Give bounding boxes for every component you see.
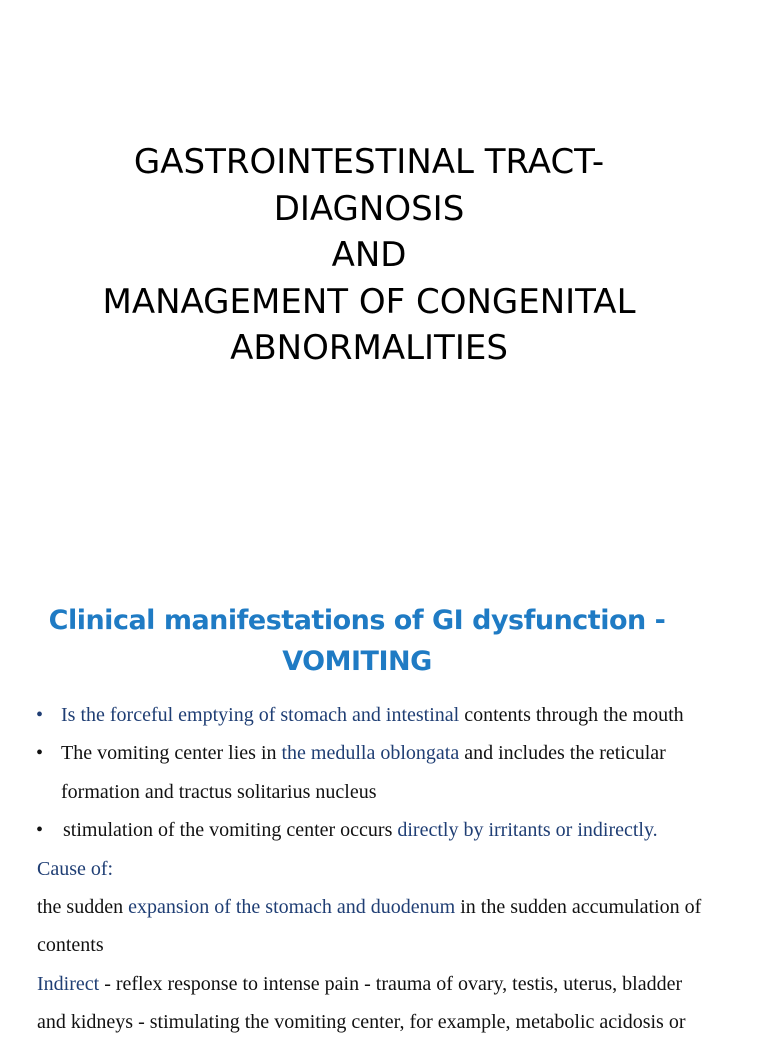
title-line-2: DIAGNOSIS <box>273 188 465 229</box>
title-line-3: AND <box>331 235 407 275</box>
title-line-4: MANAGEMENT OF CONGENITAL <box>102 281 636 322</box>
paragraph-2-highlight: Indirect <box>37 972 100 995</box>
slide-2 <box>0 560 768 1034</box>
paragraph-1-continuation: contents <box>37 934 104 957</box>
bullet-item-2 <box>0 734 768 772</box>
bullet-2-text-rest: and includes the reticular <box>459 742 666 765</box>
bullet-2-text-start: The vomiting center lies in <box>61 742 282 765</box>
paragraph-1-start: the sudden <box>37 896 129 919</box>
title-line-1: GASTROINTESTINAL TRACT- <box>133 142 605 182</box>
bullet-3-highlight: directly by irritants or indirectly. <box>397 819 658 842</box>
slide-2-title-line-2: VOMITING <box>282 646 432 677</box>
title-line-5: ABNORMALITIES <box>230 328 508 368</box>
paragraph-1-highlight: expansion of the stomach and duodenum <box>128 896 456 919</box>
bullet-1-text: contents through the mouth <box>459 704 684 726</box>
bullet-2-highlight: the medulla oblongata <box>281 742 460 765</box>
bullet-item-1 <box>0 696 768 734</box>
paragraph-1-rest: in the sudden accumulation of <box>455 896 702 919</box>
bullet-dot: • <box>36 704 44 726</box>
bullet-3-text-start: stimulation of the vomiting center occurs <box>63 819 398 842</box>
bullet-1-highlight: Is the forceful emptying of stomach and intestinal <box>61 704 460 726</box>
slide-2-title <box>0 600 714 682</box>
paragraph-2-continuation: and kidneys - stimulating the vomiting center, for example, metabolic acidosis or <box>37 1011 686 1034</box>
slide-1-title <box>0 139 738 372</box>
bullet-item-3 <box>0 811 768 849</box>
bullet-dot: • <box>36 742 44 765</box>
bullet-2-continuation: formation and tractus solitarius nucleus <box>61 780 377 803</box>
bullet-dot: • <box>36 819 44 842</box>
paragraph-2-rest: - reflex response to intense pain - trauma of ovary, testis, uterus, bladder <box>99 972 683 995</box>
slide-2-title-line-1: Clinical manifestations of GI dysfunction - <box>48 605 666 636</box>
slide-2-body <box>0 696 768 1042</box>
paragraph-2 <box>0 965 768 1003</box>
paragraph-1 <box>0 888 768 926</box>
cause-label: Cause of: <box>37 857 114 880</box>
